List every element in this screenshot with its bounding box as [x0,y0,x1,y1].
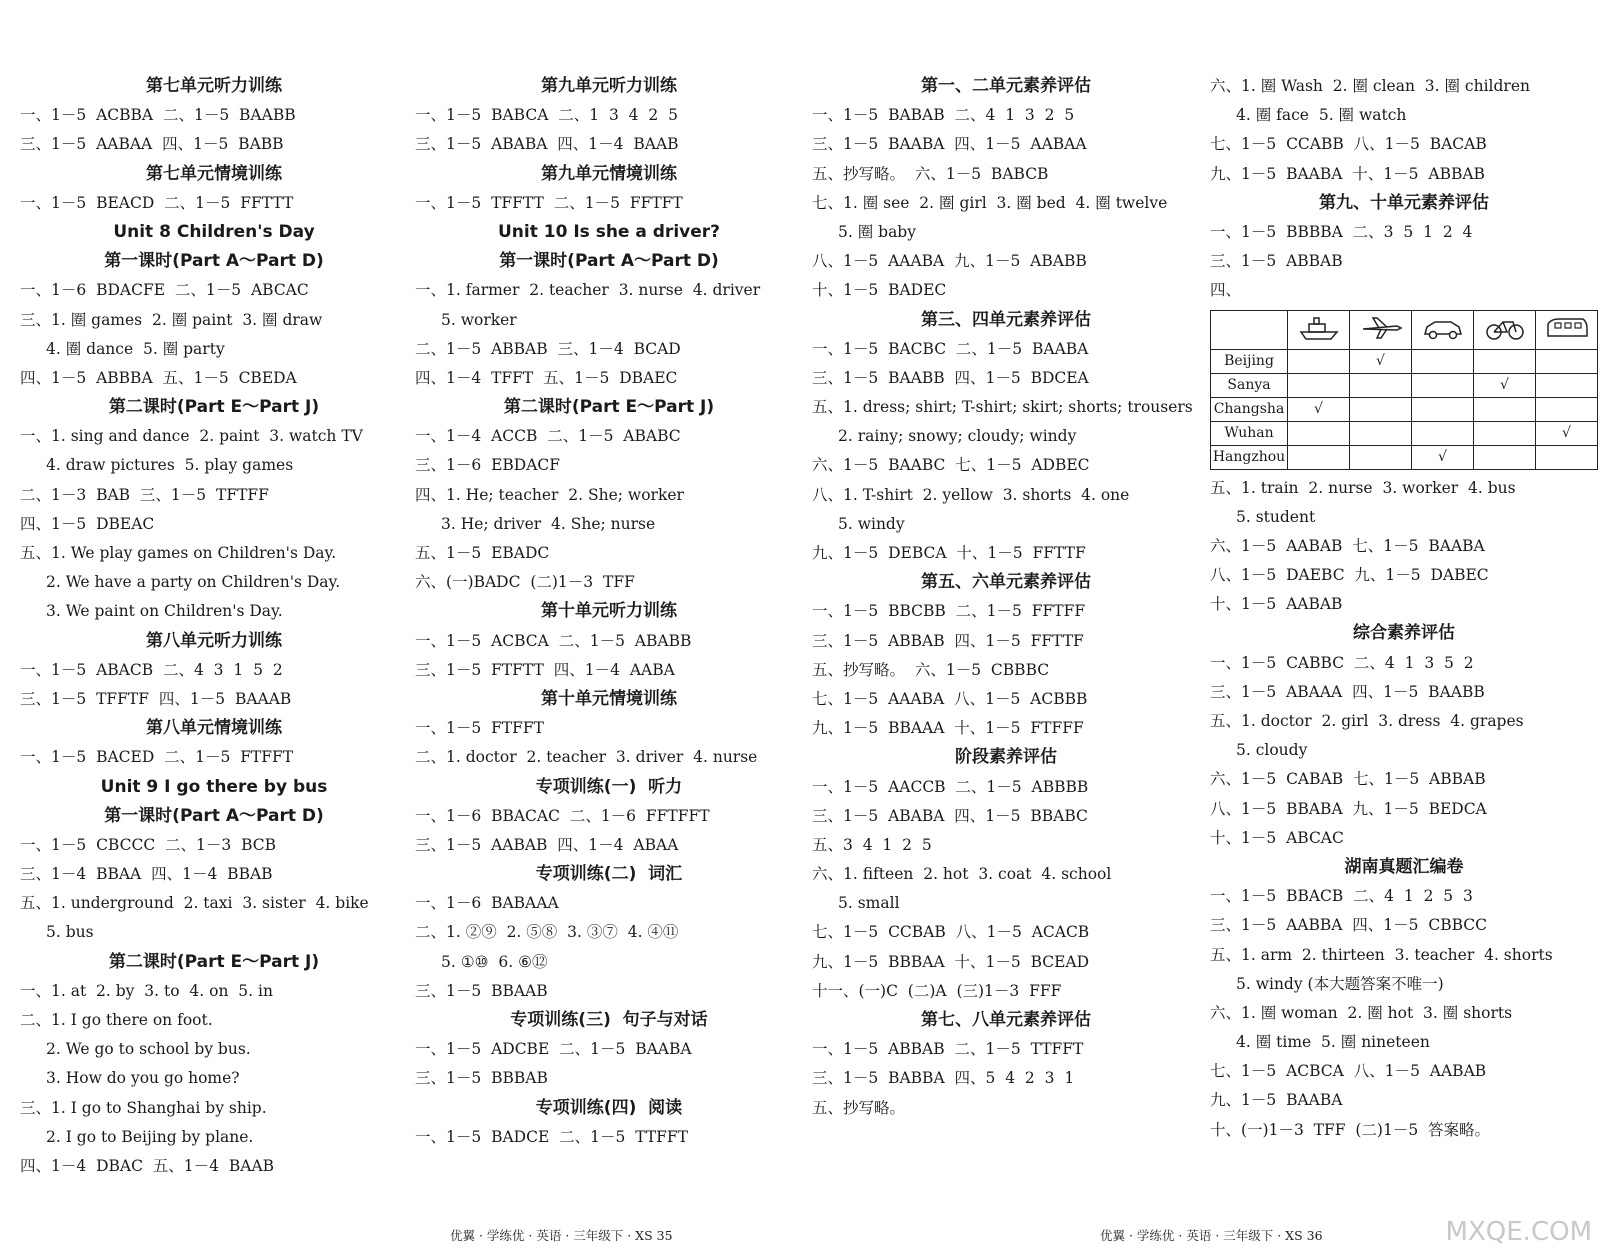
section-heading: 专项训练(一) 听力 [535,776,683,797]
answer-line: 5. bus [46,923,94,942]
answer-line: 一、1－6 BDACFE 二、1－5 ABCAC [20,281,309,300]
answer-column-1 [20,72,408,1181]
answer-line: 九、1－5 BAABA 十、1－5 ABBAB [1210,164,1485,183]
answer-line: 三、1－5 ABAAA 四、1－5 BAABB [1210,682,1485,701]
answer-line: 四、1－5 ABBBA 五、1－5 CBEDA [20,368,297,387]
answer-line: 二、1. I go there on foot. [20,1011,213,1029]
check-mark-cell: √ [1412,445,1474,469]
city-cell: Changsha [1211,397,1288,421]
bike-icon [1474,310,1536,349]
column-4-top [1210,72,1598,306]
section-heading: 第九单元听力训练 [541,76,677,96]
section-heading: 专项训练(二) 词汇 [535,864,683,885]
answer-line: 三、1－5 FTFTT 四、1－4 AABA [415,660,675,679]
section-heading: 第九单元情境训练 [541,163,677,184]
answer-line: 六、1. 圈 Wash 2. 圈 clean 3. 圈 children [1210,77,1530,95]
empty-cell [1288,445,1350,469]
table-row [1211,349,1598,373]
answer-line: 一、1－6 BBACAC 二、1－6 FFTFFT [415,806,710,825]
empty-cell [1536,373,1598,397]
column-4-bottom [1210,474,1598,1145]
check-mark-cell: √ [1536,421,1598,445]
train-icon [1536,310,1598,349]
answer-line: 3. How do you go home? [46,1069,240,1088]
empty-cell [1412,373,1474,397]
empty-cell [1288,349,1350,373]
answer-line: 七、1. 圈 see 2. 圈 girl 3. 圈 bed 4. 圈 twelve [812,193,1168,212]
answer-line: 三、1－5 BABBA 四、5 4 2 3 1 [812,1069,1075,1088]
answer-line: 九、1－5 BBBAA 十、1－5 BCEAD [812,952,1090,971]
empty-cell [1288,421,1350,445]
section-heading: 第二课时(Part E～Part J) [108,951,320,972]
section-heading: 第一课时(Part A～Part D) [104,805,324,826]
section-heading: 第十单元听力训练 [541,601,677,622]
answer-line: 五、1. We play games on Children's Day. [20,544,337,562]
answer-line: 七、1－5 CCBAB 八、1－5 ACACB [812,923,1090,942]
answer-line: 3. He; driver 4. She; nurse [441,514,656,533]
section-heading: 第一课时(Part A～Part D) [499,251,719,272]
section-heading: Unit 10 Is she a driver? [497,221,720,242]
answer-line: 十、1－5 BADEC [812,281,947,300]
answer-line: 六、1. 圈 woman 2. 圈 hot 3. 圈 shorts [1210,1003,1513,1022]
answer-line: 三、1－5 AABAA 四、1－5 BABB [20,135,284,154]
answer-line: 3. We paint on Children's Day. [46,602,283,621]
answer-line: 一、1. sing and dance 2. paint 3. watch TV [20,427,363,446]
table-row [1211,445,1598,469]
answer-line: 四、 [1210,281,1242,300]
answer-line: 一、1－5 BACBC 二、1－5 BAABA [812,339,1089,358]
section-heading: 专项训练(三) 句子与对话 [510,1010,708,1030]
answer-line: 一、1－5 BBBBA 二、3 5 1 2 4 [1210,222,1473,241]
answer-line: 五、1. dress; shirt; T-shirt; skirt; shorts; trousers [812,398,1193,417]
answer-line: 4. draw pictures 5. play games [46,456,294,475]
answer-line: 2. We have a party on Children's Day. [46,573,341,592]
answer-line: 4. 圈 face 5. 圈 watch [1236,106,1407,125]
answer-line: 一、1－5 ABBAB 二、1－5 TTFFT [812,1040,1084,1059]
answer-line: 二、1－3 BAB 三、1－5 TFTFF [20,485,269,504]
empty-cell [1350,373,1412,397]
watermark: MXQE.COM [1445,1217,1592,1247]
answer-line: 六、1－5 BAABC 七、1－5 ADBEC [812,456,1090,475]
answer-line: 一、1－5 TFFTT 二、1－5 FFTFT [415,193,683,212]
answer-line: 三、1－5 ABABA 四、1－5 BBABC [812,806,1088,825]
check-mark-cell: √ [1350,349,1412,373]
answer-line: 八、1－5 AAABA 九、1－5 ABABB [812,252,1087,271]
answer-line: 5. 圈 baby [838,222,916,241]
answer-line: 5. windy [838,514,905,533]
answer-line: 4. 圈 time 5. 圈 nineteen [1236,1033,1430,1052]
answer-line: 二、1. ②⑨ 2. ⑤⑧ 3. ③⑦ 4. ④⑪ [415,923,679,942]
ship-icon [1288,310,1350,349]
car-icon [1412,310,1474,349]
empty-cell [1350,421,1412,445]
answer-line: 三、1－6 EBDACF [415,456,561,475]
section-heading: 阶段素养评估 [955,747,1057,768]
answer-line: 三、1－5 ABABA 四、1－4 BAAB [415,135,679,154]
answer-column-4 [1210,72,1598,1145]
answer-line: 十一、(一)C (二)A (三)1－3 FFF [812,981,1062,1000]
answer-line: 一、1－5 ABACB 二、4 3 1 5 2 [20,660,283,679]
empty-cell [1536,349,1598,373]
answer-line: 八、1. T-shirt 2. yellow 3. shorts 4. one [812,485,1130,504]
section-heading: 第七单元听力训练 [146,76,282,96]
section-heading: 第二课时(Part E～Part J) [108,397,320,418]
section-heading: 综合素养评估 [1353,623,1455,644]
answer-line: 一、1－6 BABAAA [415,894,559,913]
city-cell: Hangzhou [1211,445,1288,469]
answer-line: 六、1－5 CABAB 七、1－5 ABBAB [1210,770,1486,789]
answer-line: 五、抄写略。 六、1－5 CBBBC [812,660,1050,679]
empty-cell [1288,373,1350,397]
answer-line: 三、1－5 BBAAB [415,981,548,1000]
answer-line: 六、1－5 AABAB 七、1－5 BAABA [1210,536,1485,555]
empty-cell [1474,349,1536,373]
answer-line: 四、1－4 DBAC 五、1－4 BAAB [20,1156,275,1175]
answer-line: 一、1－5 AACCB 二、1－5 ABBBB [812,777,1089,796]
section-heading: 第一、二单元素养评估 [921,76,1091,96]
answer-line: 三、1－5 AABAB 四、1－4 ABAA [415,835,679,854]
empty-cell [1536,445,1598,469]
answer-line: 5. worker [441,310,517,329]
section-heading: 第八单元听力训练 [146,630,282,651]
empty-cell [1474,445,1536,469]
plane-icon [1350,310,1412,349]
answer-line: 一、1－5 BEACD 二、1－5 FFTTT [20,193,294,212]
answer-line: 一、1－5 BBCBB 二、1－5 FFTFF [812,602,1086,621]
answer-line: 2. We go to school by bus. [46,1040,251,1059]
answer-line: 六、1. fifteen 2. hot 3. coat 4. school [812,865,1112,884]
answer-line: 一、1－5 BACED 二、1－5 FTFFT [20,748,294,767]
answer-line: 5. windy (本大题答案不唯一) [1236,974,1444,993]
answer-line: 五、1. doctor 2. girl 3. dress 4. grapes [1210,712,1524,730]
answer-line: 一、1－5 ACBCA 二、1－5 ABABB [415,631,692,650]
answer-line: 九、1－5 BBAAA 十、1－5 FTFFF [812,719,1084,738]
answer-line: 三、1－5 BAABB 四、1－5 BDCEA [812,368,1089,387]
answer-line: 三、1－5 ABBAB [1210,252,1343,271]
answer-line: 五、抄写略。 六、1－5 BABCB [812,164,1049,183]
answer-line: 5. small [838,894,900,913]
answer-line: 六、(一)BADC (二)1－3 TFF [415,573,635,592]
answer-line: 2. I go to Beijing by plane. [46,1127,254,1146]
answer-line: 四、1－4 TFFT 五、1－5 DBAEC [415,368,678,387]
section-heading: Unit 9 I go there by bus [100,776,328,797]
answer-line: 三、1－5 BAABA 四、1－5 AABAA [812,135,1087,154]
answer-line: 十、1－5 ABCAC [1210,828,1344,847]
check-mark-cell: √ [1288,397,1350,421]
section-heading: 专项训练(四) 阅读 [535,1097,683,1118]
answer-line: 五、3 4 1 2 5 [812,835,932,854]
table-row [1211,421,1598,445]
answer-line: 5. student [1236,507,1316,526]
city-cell: Wuhan [1211,421,1288,445]
answer-line: 五、抄写略。 [812,1098,906,1117]
answer-line: 十、1－5 AABAB [1210,595,1343,614]
answer-line: 七、1－5 CCABB 八、1－5 BACAB [1210,135,1487,154]
section-heading: 第七、八单元素养评估 [921,1010,1091,1030]
answer-line: 4. 圈 dance 5. 圈 party [46,339,225,358]
answer-line: 二、1. doctor 2. teacher 3. driver 4. nurse [415,748,758,767]
city-cell: Beijing [1211,349,1288,373]
answer-column-2 [415,72,803,1152]
answer-line: 四、1－5 DBEAC [20,514,155,533]
footer-left: 优翼 · 学练优 · 英语 · 三年级下 · XS 35 [450,1228,673,1243]
answer-line: 十、(一)1－3 TFF (二)1－5 答案略。 [1210,1120,1491,1139]
answer-line: 一、1－5 CBCCC 二、1－3 BCB [20,835,277,854]
answer-line: 三、1. I go to Shanghai by ship. [20,1098,267,1117]
answer-line: 三、1－4 BBAA 四、1－4 BBAB [20,865,273,884]
answer-line: 一、1－5 ADCBE 二、1－5 BAABA [415,1040,692,1059]
section-heading: Unit 8 Children's Day [113,221,315,242]
answer-line: 九、1－5 DEBCA 十、1－5 FFTTF [812,544,1086,562]
section-heading: 第八单元情境训练 [146,718,282,739]
answer-line: 三、1. 圈 games 2. 圈 paint 3. 圈 draw [20,310,323,329]
check-mark-cell: √ [1474,373,1536,397]
section-heading: 第二课时(Part E～Part J) [503,397,715,418]
empty-cell [1412,349,1474,373]
answer-line: 三、1－5 TFFTF 四、1－5 BAAAB [20,689,292,708]
answer-line: 2. rainy; snowy; cloudy; windy [838,427,1077,446]
answer-line: 七、1－5 ACBCA 八、1－5 AABAB [1210,1062,1487,1081]
empty-cell [1474,397,1536,421]
answer-column-3 [812,72,1200,1123]
table-header-row [1211,310,1598,349]
answer-line: 一、1－5 BABAB 二、4 1 3 2 5 [812,106,1075,125]
answer-line: 一、1－5 BADCE 二、1－5 TTFFT [415,1127,689,1146]
answer-line: 三、1－5 AABBA 四、1－5 CBBCC [1210,916,1488,935]
section-heading: 第三、四单元素养评估 [921,309,1091,330]
section-heading: 湖南真题汇编卷 [1344,856,1464,877]
answer-line: 5. ①⑩ 6. ⑥⑫ [441,952,548,971]
answer-line: 一、1－5 FTFFT [415,719,545,738]
table-row [1211,397,1598,421]
section-heading: 第九、十单元素养评估 [1319,192,1489,213]
answer-line: 一、1－5 BABCA 二、1 3 4 2 5 [415,106,678,125]
empty-cell [1474,421,1536,445]
answer-line: 一、1－5 ACBBA 二、1－5 BAABB [20,106,296,125]
city-cell: Sanya [1211,373,1288,397]
section-heading: 第五、六单元素养评估 [921,572,1091,593]
answer-line: 七、1－5 AAABA 八、1－5 ACBBB [812,689,1088,708]
answer-line: 五、1－5 EBADC [415,544,550,562]
transport-table [1210,310,1598,470]
answer-line: 三、1－5 ABBAB 四、1－5 FFTTF [812,631,1084,650]
footer-right: 优翼 · 学练优 · 英语 · 三年级下 · XS 36 [1100,1228,1323,1243]
empty-cell [1350,445,1412,469]
empty-cell [1412,421,1474,445]
answer-line: 一、1－5 BBACB 二、4 1 2 5 3 [1210,887,1473,906]
empty-cell [1412,397,1474,421]
answer-line: 八、1－5 BBABA 九、1－5 BEDCA [1210,799,1487,818]
empty-cell [1536,397,1598,421]
table-row [1211,373,1598,397]
answer-line: 八、1－5 DAEBC 九、1－5 DABEC [1210,566,1489,585]
answer-line: 一、1－5 CABBC 二、4 1 3 5 2 [1210,653,1474,672]
table-corner-cell [1211,310,1288,349]
answer-line: 一、1. farmer 2. teacher 3. nurse 4. driver [415,281,761,300]
answer-line: 5. cloudy [1236,741,1308,760]
answer-line: 二、1－5 ABBAB 三、1－4 BCAD [415,339,681,358]
answer-line: 五、1. arm 2. thirteen 3. teacher 4. shorts [1210,945,1553,964]
answer-line: 三、1－5 BBBAB [415,1069,548,1088]
section-heading: 第一课时(Part A～Part D) [104,251,324,272]
answer-line: 四、1. He; teacher 2. She; worker [415,485,684,504]
answer-line: 一、1－4 ACCB 二、1－5 ABABC [415,427,681,446]
section-heading: 第十单元情境训练 [541,688,677,709]
answer-line: 九、1－5 BAABA [1210,1091,1343,1110]
empty-cell [1350,397,1412,421]
section-heading: 第七单元情境训练 [146,163,282,184]
answer-line: 一、1. at 2. by 3. to 4. on 5. in [20,981,273,1000]
answer-line: 五、1. underground 2. taxi 3. sister 4. bike [20,894,369,913]
answer-line: 五、1. train 2. nurse 3. worker 4. bus [1210,478,1516,497]
